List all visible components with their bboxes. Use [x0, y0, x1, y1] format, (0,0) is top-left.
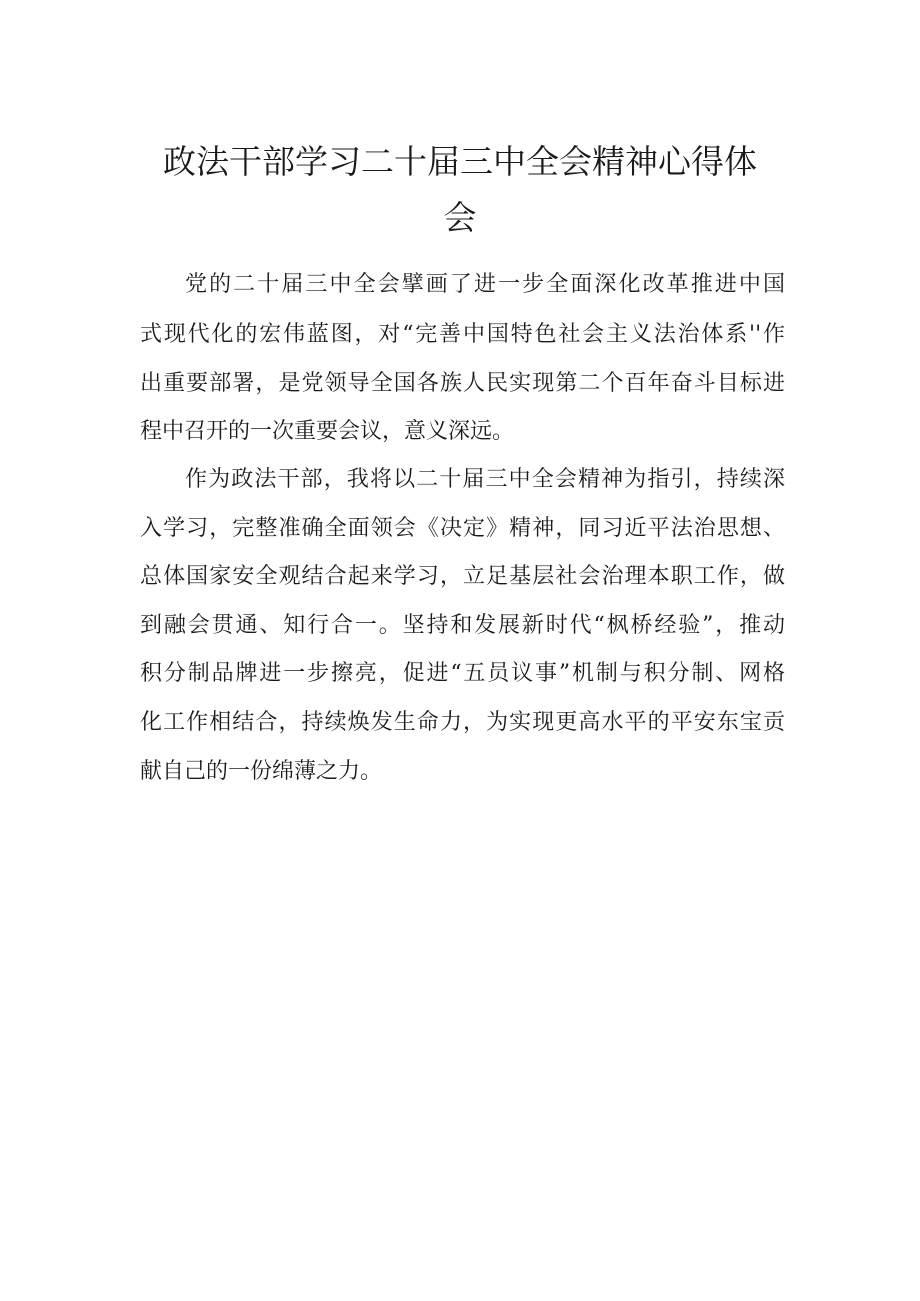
paragraph-2-line-6: 化工作相结合，持续焕发生命力，为实现更高水平的平安东宝贡	[140, 710, 785, 735]
paragraph-2-line-2: 入学习，完整准确全面领会《决定》精神，同习近平法治思想、	[140, 516, 785, 541]
paragraph-1-line-1: 党的二十届三中全会擘画了进一步全面深化改革推进中国	[185, 272, 785, 297]
paragraph-2-line-5: 积分制品牌进一步擦亮，促进“五员议事”机制与积分制、网格	[140, 661, 785, 686]
document-title-line-2: 会	[443, 198, 477, 237]
paragraph-2-line-4: 到融会贯通、知行合一。坚持和发展新时代“枫桥经验”，推动	[140, 613, 785, 638]
paragraph-2-line-3: 总体国家安全观结合起来学习，立足基层社会治理本职工作，做	[140, 564, 785, 589]
document-title-line-1: 政法干部学习二十届三中全会精神心得体	[163, 142, 757, 181]
paragraph-1-line-4: 程中召开的一次重要会议，意义深远。	[140, 419, 515, 444]
paragraph-1-line-2: 式现代化的宏伟蓝图，对“完善中国特色社会主义法治体系''作	[140, 322, 785, 347]
paragraph-2-line-7: 献自己的一份绵薄之力。	[140, 759, 383, 784]
paragraph-1-line-3: 出重要部署，是党领导全国各族人民实现第二个百年奋斗目标进	[140, 371, 785, 396]
paragraph-2-line-1: 作为政法干部，我将以二十届三中全会精神为指引，持续深	[185, 467, 785, 492]
